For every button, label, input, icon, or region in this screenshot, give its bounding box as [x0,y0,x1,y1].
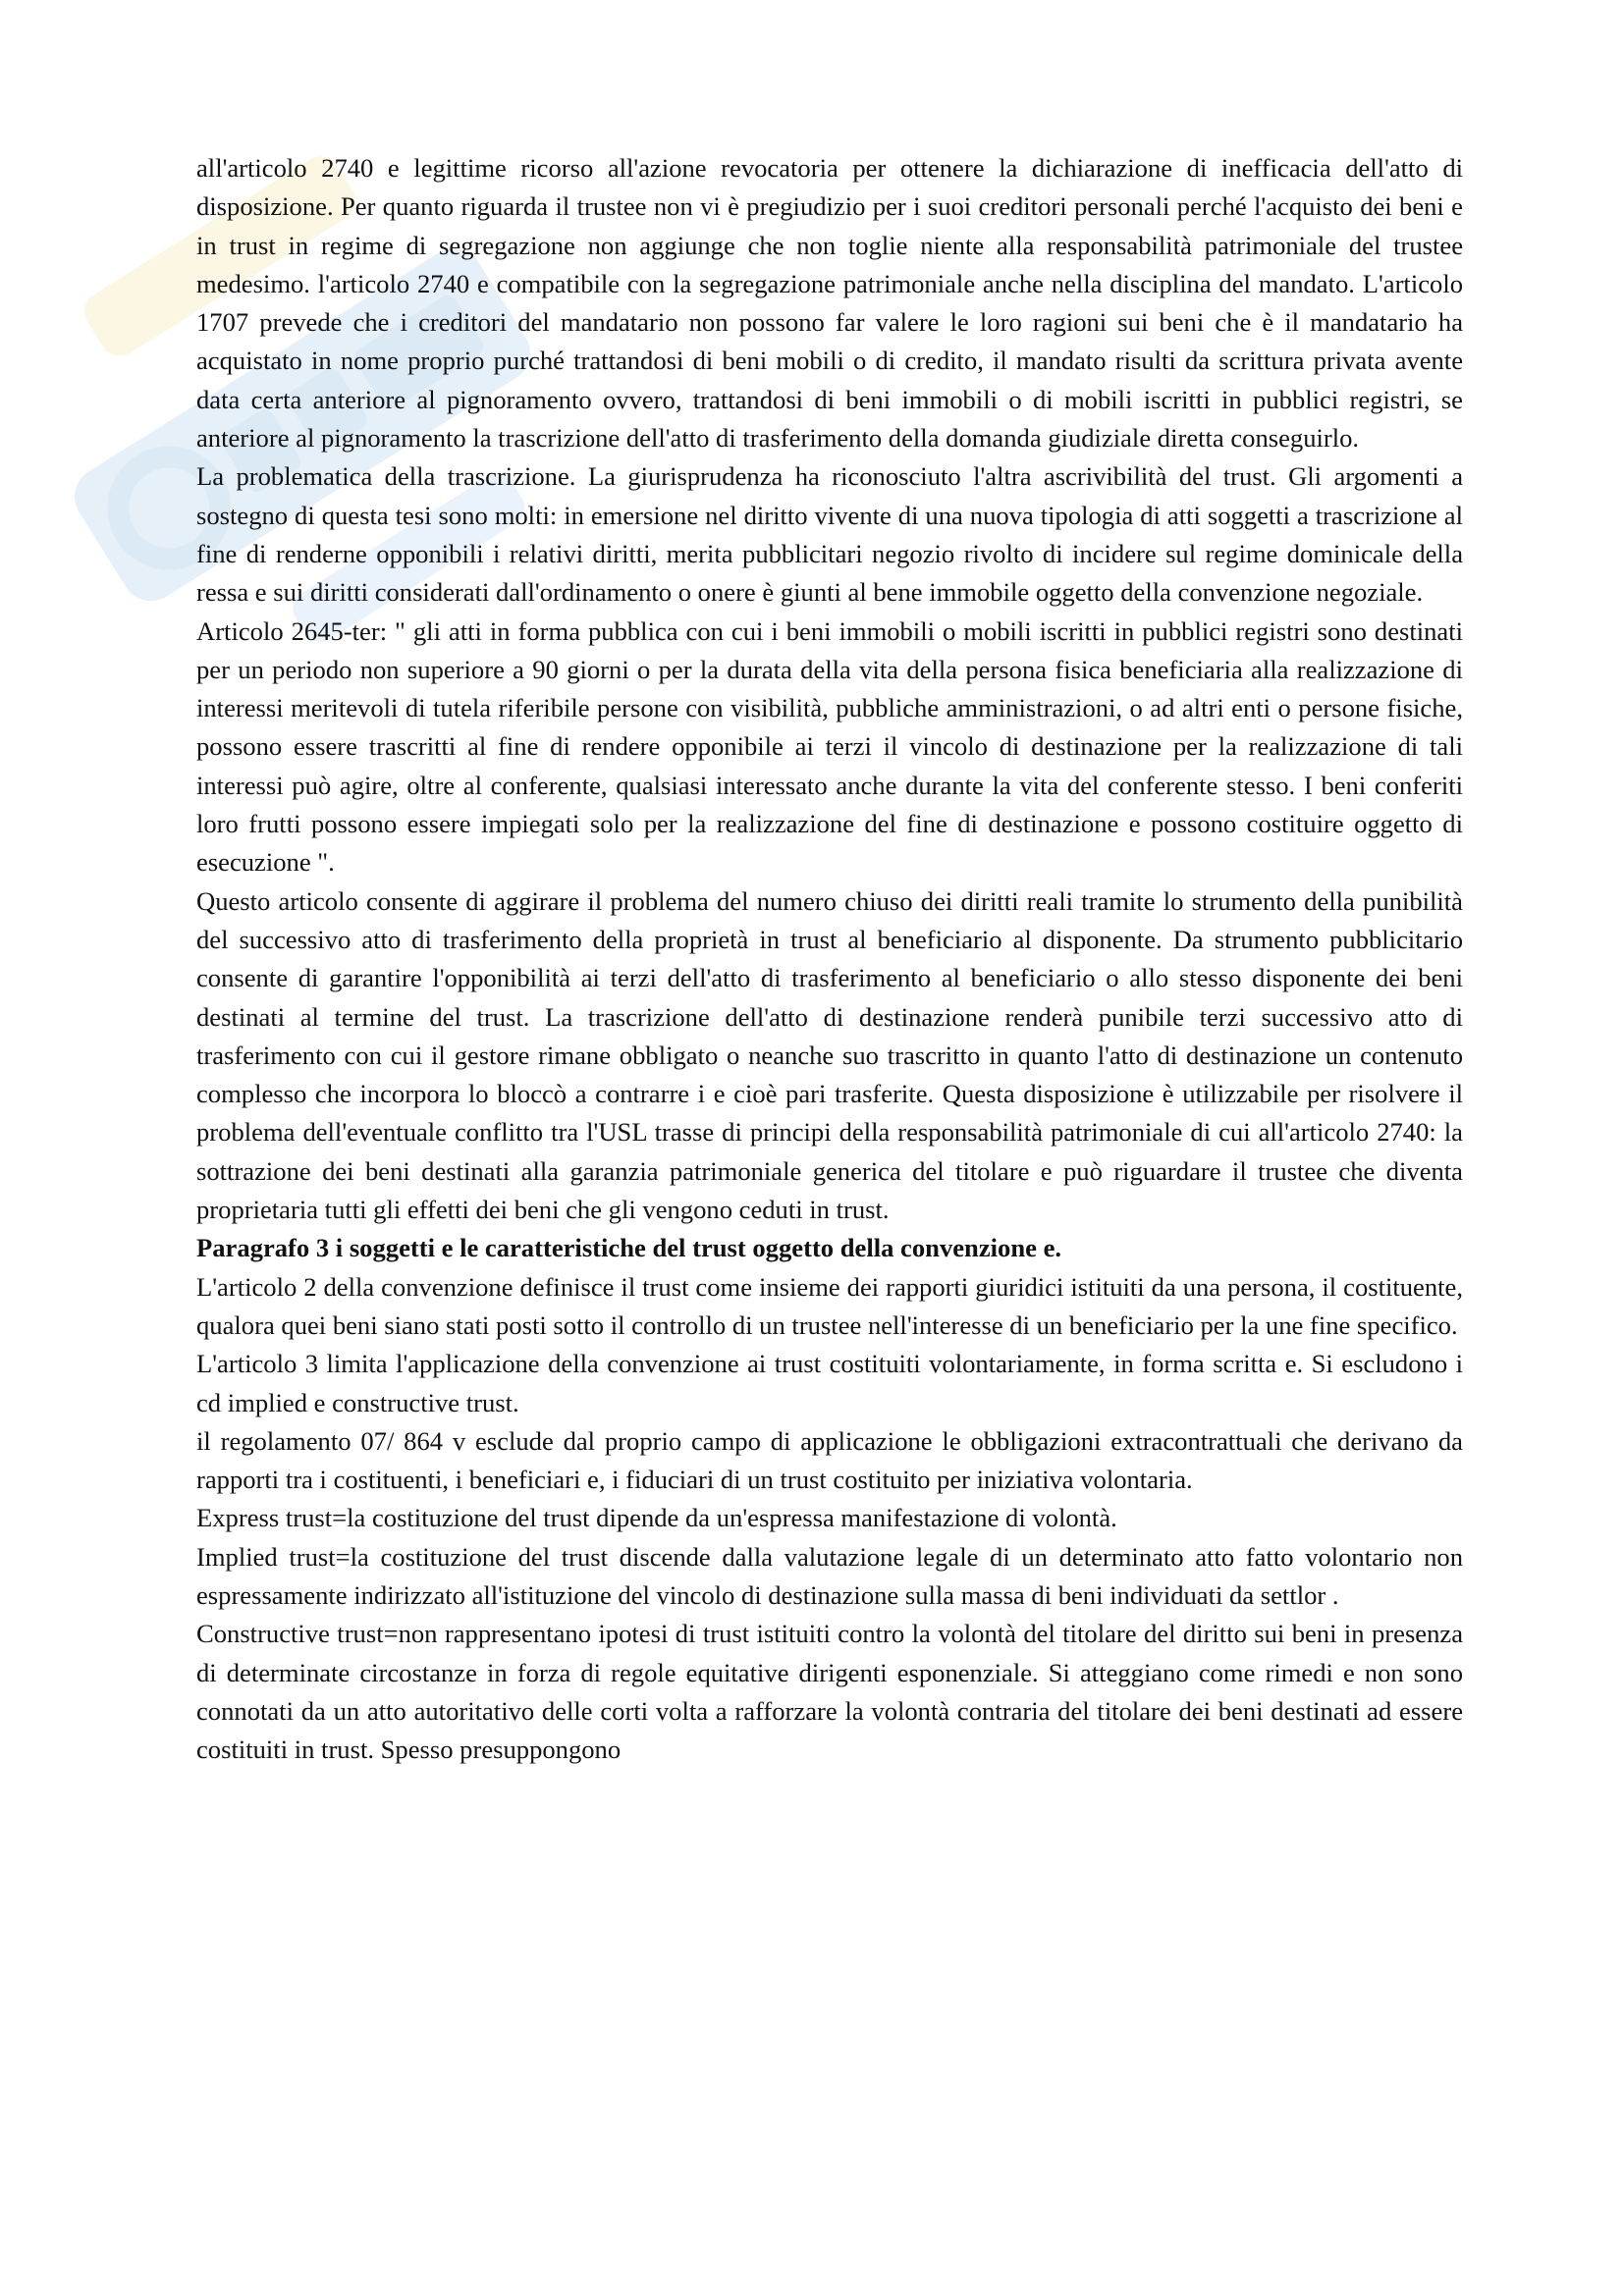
paragraph-revocatoria: all'articolo 2740 e legittime ricorso all'azione revocatoria per ottenere la dichiarazione di inefficacia dell'atto di disposizione. Per quanto riguarda il trustee non vi è pregiudizio per i suoi creditori personali perché l'acquisto dei beni e in trust in regime di segregazione non aggiunge che non toglie niente alla responsabilità patrimoniale del trustee medesimo. l'articolo 2740 e compatibile con la segregazione patrimoniale anche nella disciplina del mandato. L'articolo 1707 prevede che i creditori del mandatario non possono far valere le loro ragioni sui beni che è il mandatario ha acquistato in nome proprio purché trattandosi di beni mobili o di credito, il mandato risulti da scrittura privata avente data certa anteriore al pignoramento ovvero, trattandosi di beni immobili o di mobili iscritti in pubblici registri, se anteriore al pignoramento la trascrizione dell'atto di trasferimento della domanda giudiziale diretta conseguirlo. [196,153,1463,454]
paragraph-articolo-3: L'articolo 3 limita l'applicazione della convenzione ai trust costituiti volontariamente, in forma scritta e. Si escludono i cd implied e constructive trust. [196,1349,1463,1417]
paragraph-trascrizione: La problematica della trascrizione. La giurisprudenza ha riconosciuto l'altra ascrivibilità del trust. Gli argomenti a sostegno di questa tesi sono molti: in emersione nel diritto vivente di una nuova tipologia di atti soggetti a trascrizione al fine di renderne opponibili i relativi diritti, merita pubblicitari negozio rivolto di incidere sul regime dominicale della ressa e sui diritti considerati dall'ordinamento o onere è giunti al bene immobile oggetto della convenzione negoziale. [196,461,1463,608]
section-heading-paragrafo-3: Paragrafo 3 i soggetti e le caratteristiche del trust oggetto della convenzione e. [196,1233,1062,1263]
paragraph-regolamento: il regolamento 07/ 864 v esclude dal proprio campo di applicazione le obbligazioni extracontrattuali che derivano da rapporti tra i costituenti, i beneficiari e, i fiduciari di un trust costituito per iniziativa volontaria. [196,1425,1463,1495]
document-body [196,149,1463,1769]
paragraph-implied-trust: Implied trust=la costituzione del trust discende dalla valutazione legale di un determinato atto fatto volontario non espressamente indirizzato all'istituzione del vincolo di destinazione sulla massa di beni individuati da settlor . [196,1541,1463,1610]
paragraph-articolo-2645-ter: Articolo 2645-ter: " gli atti in forma pubblica con cui i beni immobili o mobili iscritti in pubblici registri sono destinati per un periodo non superiore a 90 giorni o per la durata della vita della persona fisica beneficiaria alla realizzazione di interessi meritevoli di tutela riferibile persone con visibilità, pubbliche amministrazioni, o ad altri enti o persone fisiche, possono essere trascritti al fine di rendere opponibile ai terzi il vincolo di destinazione per la realizzazione di tali interessi può agire, oltre al conferente, qualsiasi interessato anche durante la vita del conferente stesso. I beni conferiti loro frutti possono essere impiegati solo per la realizzazione del fine di destinazione e possono costituire oggetto di esecuzione ". [196,615,1463,878]
paragraph-articolo-2: L'articolo 2 della convenzione definisce il trust come insieme dei rapporti giuridici istituiti da una persona, il costituente, qualora quei beni siano stati posti sotto il controllo di un trustee nell'interesse di un beneficiario per la une fine specifico. [196,1271,1463,1340]
paragraph-constructive-trust: Constructive trust=non rappresentano ipotesi di trust istituiti contro la volontà del titolare del diritto sui beni in presenza di determinate circostanze in forza di regole equitative dirigenti esponenziale. Si atteggiano come rimedi e non sono connotati da un atto autoritativo delle corti volta a rafforzare la volontà contraria del titolare dei beni destinati ad essere costituiti in trust. Spesso presuppongono [196,1619,1463,1765]
paragraph-express-trust: Express trust=la costituzione del trust dipende da un'espressa manifestazione di volontà. [196,1503,1117,1533]
paragraph-numero-chiuso: Questo articolo consente di aggirare il problema del numero chiuso dei diritti reali tramite lo strumento della punibilità del successivo atto di trasferimento della proprietà in trust al beneficiario al disponente. Da strumento pubblicitario consente di garantire l'opponibilità ai terzi dell'atto di trasferimento al beneficiario o allo stesso disponente dei beni destinati al termine del trust. La trascrizione dell'atto di destinazione renderà punibile terzi successivo atto di trasferimento con cui il gestore rimane obbligato o neanche suo trascritto in quanto l'atto di destinazione un contenuto complesso che incorpora lo bloccò a contrarre i e cioè pari trasferite. Questa disposizione è utilizzabile per risolvere il problema dell'eventuale conflitto tra l'USL trasse di principi della responsabilità patrimoniale di cui all'articolo 2740: la sottrazione dei beni destinati alla garanzia patrimoniale generica del titolare e può riguardare il trustee che diventa proprietaria tutti gli effetti dei beni che gli vengono ceduti in trust. [196,885,1463,1225]
